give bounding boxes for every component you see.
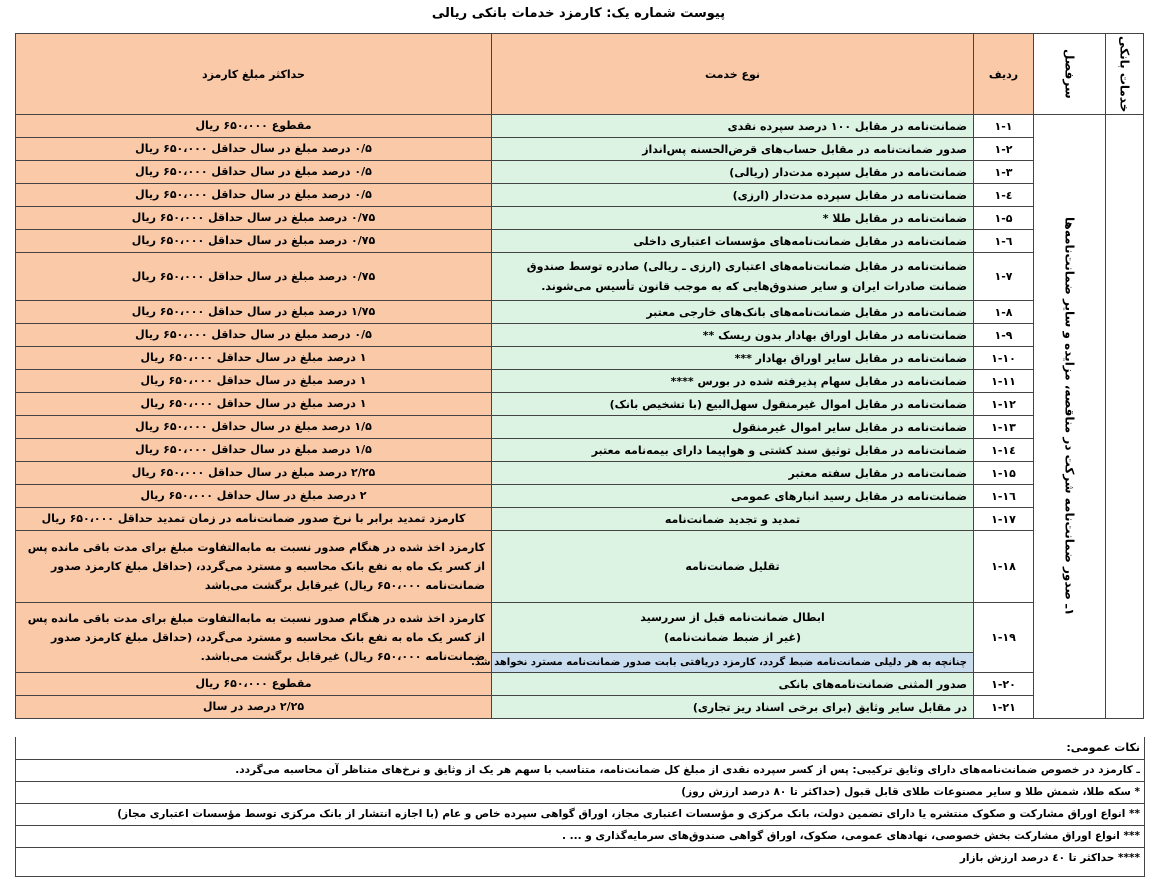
service-cell: ضمانت‌نامه در مقابل سایر اموال غیرمنقول <box>492 416 974 439</box>
table-row <box>16 416 1144 439</box>
row-number: ۱-۷ <box>974 253 1034 301</box>
fee-cell: ۱/۵ درصد مبلغ در سال حداقل ۶۵۰،۰۰۰ ریال <box>16 416 492 439</box>
table-row <box>16 462 1144 485</box>
row-header: ردیف <box>974 34 1034 115</box>
row-number: ۱-۹ <box>974 324 1034 347</box>
category-header <box>1106 34 1144 115</box>
row-number: ۱-۱۹ <box>974 603 1034 673</box>
chapter-cell <box>1034 115 1106 719</box>
row-number: ۱-۱۵ <box>974 462 1034 485</box>
fee-cell: ۰/۵ درصد مبلغ در سال حداقل ۶۵۰،۰۰۰ ریال <box>16 324 492 347</box>
table-row <box>16 370 1144 393</box>
category-cell <box>1106 115 1144 719</box>
service-cell: ضمانت‌نامه در مقابل سفته معتبر <box>492 462 974 485</box>
row-number: ۱-۱۰ <box>974 347 1034 370</box>
row-number: ۱-۸ <box>974 301 1034 324</box>
fee-cell: ۲/۲۵ درصد در سال <box>16 696 492 719</box>
fee-header: حداکثر مبلغ کارمزد <box>16 34 492 115</box>
fee-cell: ۱ درصد مبلغ در سال حداقل ۶۵۰،۰۰۰ ریال <box>16 347 492 370</box>
fee-cell: ۱/۷۵ درصد مبلغ در سال حداقل ۶۵۰،۰۰۰ ریال <box>16 301 492 324</box>
service-cell: ضمانت‌نامه در مقابل سهام پذیرفته شده در بورس **** <box>492 370 974 393</box>
fee-table <box>15 33 1144 719</box>
table-row <box>16 531 1144 603</box>
fee-table-body <box>16 115 1144 719</box>
table-row <box>16 393 1144 416</box>
table-row <box>16 138 1144 161</box>
row-number: ۱-۳ <box>974 161 1034 184</box>
table-row <box>16 115 1144 138</box>
service-cell: ضمانت‌نامه در مقابل اموال غیرمنقول سهل‌البیع (با تشخیص بانک) <box>492 393 974 416</box>
fee-cell: مقطوع ۶۵۰،۰۰۰ ریال <box>16 115 492 138</box>
service-cell: ضمانت‌نامه در مقابل توثیق سند کشتی و هواپیما دارای بیمه‌نامه معتبر <box>492 439 974 462</box>
service-cell: ضمانت‌نامه در مقابل اوراق بهادار بدون ریسک ** <box>492 324 974 347</box>
row-number: ۱-۲۰ <box>974 673 1034 696</box>
fee-cell: ۰/۷۵ درصد مبلغ در سال حداقل ۶۵۰،۰۰۰ ریال <box>16 253 492 301</box>
fee-cell: ۱ درصد مبلغ در سال حداقل ۶۵۰،۰۰۰ ریال <box>16 370 492 393</box>
fee-cell: ۰/۵ درصد مبلغ در سال حداقل ۶۵۰،۰۰۰ ریال <box>16 138 492 161</box>
chapter-label: ۱ـ صدور ضمانت‌نامه شرکت در مناقصه، مزایده و سایر ضمانت‌نامه‌ها <box>1062 217 1077 616</box>
fee-cell: مقطوع ۶۵۰،۰۰۰ ریال <box>16 673 492 696</box>
table-row <box>16 161 1144 184</box>
service-cell: ضمانت‌نامه در مقابل سپرده مدت‌دار (ریالی) <box>492 161 974 184</box>
table-row <box>16 485 1144 508</box>
chapter-header <box>1034 34 1106 115</box>
service-cell: ضمانت‌نامه در مقابل رسید انبارهای عمومی <box>492 485 974 508</box>
table-row <box>16 696 1144 719</box>
chapter-header-label: سرفصل <box>1062 49 1077 99</box>
fee-cell: ۰/۷۵ درصد مبلغ در سال حداقل ۶۵۰،۰۰۰ ریال <box>16 230 492 253</box>
service-line: ابطال ضمانت‌نامه قبل از سررسید <box>640 611 825 625</box>
service-cell: ضمانت‌نامه در مقابل ضمانت‌نامه‌های اعتباری (ارزی ـ ریالی) صادره توسط صندوق ضمانت صادرات ایران و سایر صندوق‌هایی که به موجب قانون تأسیس می‌شوند. <box>492 253 974 301</box>
row-number: ۱-۲۱ <box>974 696 1034 719</box>
table-row <box>16 301 1144 324</box>
service-cell: ضمانت‌نامه در مقابل ۱۰۰ درصد سپرده نقدی <box>492 115 974 138</box>
service-cell: ضمانت‌نامه در مقابل سایر اوراق بهادار *** <box>492 347 974 370</box>
fee-cell: ۱/۵ درصد مبلغ در سال حداقل ۶۵۰،۰۰۰ ریال <box>16 439 492 462</box>
row-number: ۱-۵ <box>974 207 1034 230</box>
note-line: ـ کارمزد در خصوص ضمانت‌نامه‌های دارای وثایق ترکیبی: پس از کسر سپرده نقدی از مبلغ کل ضمانت‌نامه، متناسب با سهم هر یک از وثایق و نرخ‌های متناظر آن محاسبه می‌گردد. <box>16 760 1144 782</box>
service-cell: ضمانت‌نامه در مقابل ضمانت‌نامه‌های مؤسسات اعتباری داخلی <box>492 230 974 253</box>
row-number: ۱-۱۲ <box>974 393 1034 416</box>
row-number: ۱-۱۸ <box>974 531 1034 603</box>
row-number: ۱-۱٦ <box>974 485 1034 508</box>
table-row <box>16 230 1144 253</box>
table-row <box>16 184 1144 207</box>
service-cell: در مقابل سایر وثایق (برای برخی اسناد ریز تجاری) <box>492 696 974 719</box>
row-number: ۱-٦ <box>974 230 1034 253</box>
row-number: ۱-۲ <box>974 138 1034 161</box>
service-cell: ضمانت‌نامه در مقابل طلا * <box>492 207 974 230</box>
table-row <box>16 508 1144 531</box>
service-cell <box>492 603 974 653</box>
note-line: * سکه طلا، شمش طلا و سایر مصنوعات طلای قابل قبول (حداکثر تا ۸۰ درصد ارزش روز) <box>16 782 1144 804</box>
row-number: ۱-۱٤ <box>974 439 1034 462</box>
table-row <box>16 324 1144 347</box>
table-row <box>16 603 1144 653</box>
table-row <box>16 207 1144 230</box>
service-note: چنانچه به هر دلیلی ضمانت‌نامه ضبط گردد، کارمزد دریافتی بابت صدور ضمانت‌نامه مسترد نخواهد شد. <box>492 653 974 673</box>
service-line: (غیر از ضبط ضمانت‌نامه) <box>663 630 802 644</box>
note-line: ** انواع اوراق مشارکت و صکوک منتشره یا دارای تضمین دولت، بانک مرکزی و مؤسسات اعتباری مجاز، اوراق گواهی سپرده خاص و عام (با اجازه انتشار از بانک مرکزی توسط مؤسسات اعتباری مجاز) <box>16 804 1144 826</box>
service-cell: تمدید و تجدید ضمانت‌نامه <box>492 508 974 531</box>
service-header: نوع خدمت <box>492 34 974 115</box>
page-title: پیوست شماره یک: کارمزد خدمات بانکی ریالی <box>431 6 726 21</box>
notes-heading: نکات عمومی: <box>16 737 1144 760</box>
fee-cell: ۰/۷۵ درصد مبلغ در سال حداقل ۶۵۰،۰۰۰ ریال <box>16 207 492 230</box>
fee-cell: کارمزد تمدید برابر با نرخ صدور ضمانت‌نامه در زمان تمدید حداقل ۶۵۰،۰۰۰ ریال <box>16 508 492 531</box>
service-cell: تقلیل ضمانت‌نامه <box>492 531 974 603</box>
table-row <box>16 673 1144 696</box>
row-number: ۱-۱۳ <box>974 416 1034 439</box>
service-cell: صدور المثنی ضمانت‌نامه‌های بانکی <box>492 673 974 696</box>
table-row <box>16 347 1144 370</box>
fee-cell: ۲/۲۵ درصد مبلغ در سال حداقل ۶۵۰،۰۰۰ ریال <box>16 462 492 485</box>
fee-cell: ۱ درصد مبلغ در سال حداقل ۶۵۰،۰۰۰ ریال <box>16 393 492 416</box>
row-number: ۱-۱۷ <box>974 508 1034 531</box>
general-notes <box>15 737 1145 877</box>
fee-cell: ۰/۵ درصد مبلغ در سال حداقل ۶۵۰،۰۰۰ ریال <box>16 161 492 184</box>
table-row <box>16 253 1144 301</box>
fee-cell: ۰/۵ درصد مبلغ در سال حداقل ۶۵۰،۰۰۰ ریال <box>16 184 492 207</box>
row-number: ۱-۱ <box>974 115 1034 138</box>
table-row <box>16 439 1144 462</box>
service-cell: ضمانت‌نامه در مقابل سپرده مدت‌دار (ارزی) <box>492 184 974 207</box>
category-header-label: خدمات بانکی <box>1117 35 1132 113</box>
row-number: ۱-۱۱ <box>974 370 1034 393</box>
row-number: ۱-٤ <box>974 184 1034 207</box>
fee-cell: کارمزد اخذ شده در هنگام صدور نسبت به مابه‌التفاوت مبلغ برای مدت باقی مانده پس از کسر یک ماه به نفع بانک محاسبه و مسترد می‌گردد، (حداقل مبلغ کارمزد صدور ضمانت‌نامه ۶۵۰،۰۰۰ ریال) غیرقابل برگشت می‌باشد. <box>16 603 492 673</box>
fee-cell: ۲ درصد مبلغ در سال حداقل ۶۵۰،۰۰۰ ریال <box>16 485 492 508</box>
fee-cell: کارمزد اخذ شده در هنگام صدور نسبت به مابه‌التفاوت مبلغ برای مدت باقی مانده پس از کسر یک ماه به نفع بانک محاسبه و مسترد می‌گردد، (حداقل مبلغ کارمزد صدور ضمانت‌نامه ۶۵۰،۰۰۰ ریال) غیرقابل برگشت می‌باشد <box>16 531 492 603</box>
note-line: *** انواع اوراق مشارکت بخش خصوصی، نهادهای عمومی، صکوک، اوراق گواهی صندوق‌های سرمایه‌گذاری و ... . <box>16 826 1144 848</box>
service-cell: صدور ضمانت‌نامه در مقابل حساب‌های قرض‌الحسنه پس‌انداز <box>492 138 974 161</box>
note-line: **** حداکثر تا ٤۰ درصد ارزش بازار <box>959 852 1140 864</box>
service-cell: ضمانت‌نامه در مقابل ضمانت‌نامه‌های بانک‌های خارجی معتبر <box>492 301 974 324</box>
